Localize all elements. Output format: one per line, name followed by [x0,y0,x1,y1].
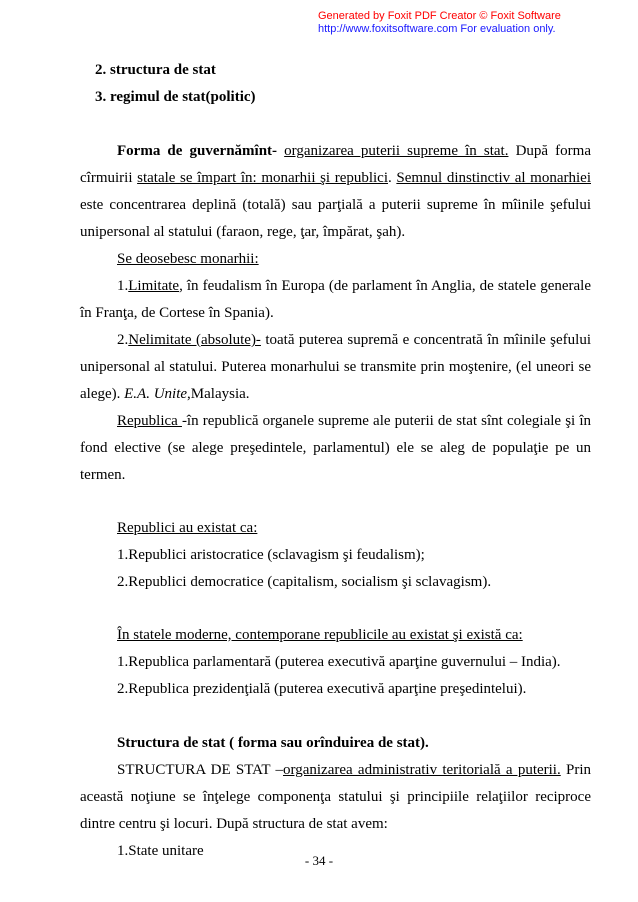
republica-term: Republica [117,413,182,429]
statele-moderne-item-1: 1.Republica parlamentară (puterea executivă aparţine guvernului – India). [117,654,561,670]
structura-rest: Prin [560,762,591,778]
republici-item-2: 2.Republici democratice (capitalism, socialism şi sclavagism). [117,574,492,590]
item-term: Limitate [128,278,180,294]
monarhii-item-1-line-2: în Franţa, de Cortese în Spania). [80,305,274,321]
structura-definition: organizarea administrativ teritorială a puterii. [283,762,561,778]
forma-line-2-dot: . [388,170,392,186]
structura-line-1 [117,760,591,780]
item-number: 2. [117,332,129,348]
monarhii-item-2-line-2: unipersonal al statului. Puterea monarhului se transmite prin moştenire, (el uneori se [80,359,591,375]
item-term: Nelimitate (absolute)- [128,332,261,348]
republica-line-2: fond elective (se alege preşedintele, parlamentul) ele se aleg de populaţie pe un [80,440,591,456]
monarhii-item-2 [117,330,591,350]
monarhii-item-2-line-3 [80,384,250,404]
republica-line-3: termen. [80,467,126,483]
text-italic: E.A. Unite [124,386,188,402]
republica-text: -în republică organele supreme ale puterii de stat sînt colegiale şi în [181,413,591,429]
republici-item-1: 1.Republici aristocratice (sclavagism şi feudalism); [117,547,425,563]
foxit-watermark [318,10,618,36]
forma-rest: După forma [515,143,591,159]
forma-line-3: este concentrarea deplină (totală) sau parţială a puterii supreme în mîinile şefului [80,197,591,213]
text-b: ,Malaysia. [187,386,250,402]
forma-line-2-a: cîrmuirii [80,170,133,186]
item-text: , în feudalism în Europa (de parlament în Anglia, de statele generale [179,278,591,294]
forma-line-4: unipersonal al statului (faraon, rege, ţar, împărat, şah). [80,224,406,240]
forma-line-2 [80,168,591,188]
statele-moderne-heading: În statele moderne, contemporane republicile au existat şi există ca: [117,627,523,643]
text-a: alege). [80,386,125,402]
structura-item-1: 1.State unitare [117,843,204,859]
republici-heading: Republici au existat ca: [117,520,258,536]
monarhii-heading: Se deosebesc monarhii: [117,251,259,267]
structura-line-2: această noţiune se înţelege componenţa statului şi principiile relaţiilor reciproce [80,789,591,805]
item-number: 1. [117,278,129,294]
structura-heading: Structura de stat ( forma sau orînduirea de stat). [117,735,429,751]
forma-definition: organizarea puterii supreme în stat. [284,143,509,159]
watermark-line-2: http://www.foxitsoftware.com For evaluation only. [318,23,556,35]
list-item-structura: 2. structura de stat [95,62,216,78]
monarhii-item-1 [117,276,591,296]
republica-line-1 [117,411,591,431]
structura-line-3: dintre centru şi locuri. După structura de stat avem: [80,816,388,832]
statele-moderne-item-2: 2.Republica prezidenţială (puterea executivă aparţine preşedintelui). [117,681,527,697]
page-number: - 34 - [304,853,334,868]
list-item-regimul: 3. regimul de stat(politic) [95,89,256,105]
item-text: toată puterea supremă e concentrată în mîinile şefului [260,332,591,348]
structura-title: STRUCTURA DE STAT – [117,762,283,778]
forma-line-2-underlined: statale se împart în: monarhii şi republici [137,170,389,186]
forma-line-2-underlined-2: Semnul dinstinctiv al monarhiei [396,170,591,186]
watermark-line-1: Generated by Foxit PDF Creator © Foxit Software [318,10,561,22]
forma-line-1 [117,141,591,161]
forma-title: Forma de guvernămînt- [117,143,278,159]
